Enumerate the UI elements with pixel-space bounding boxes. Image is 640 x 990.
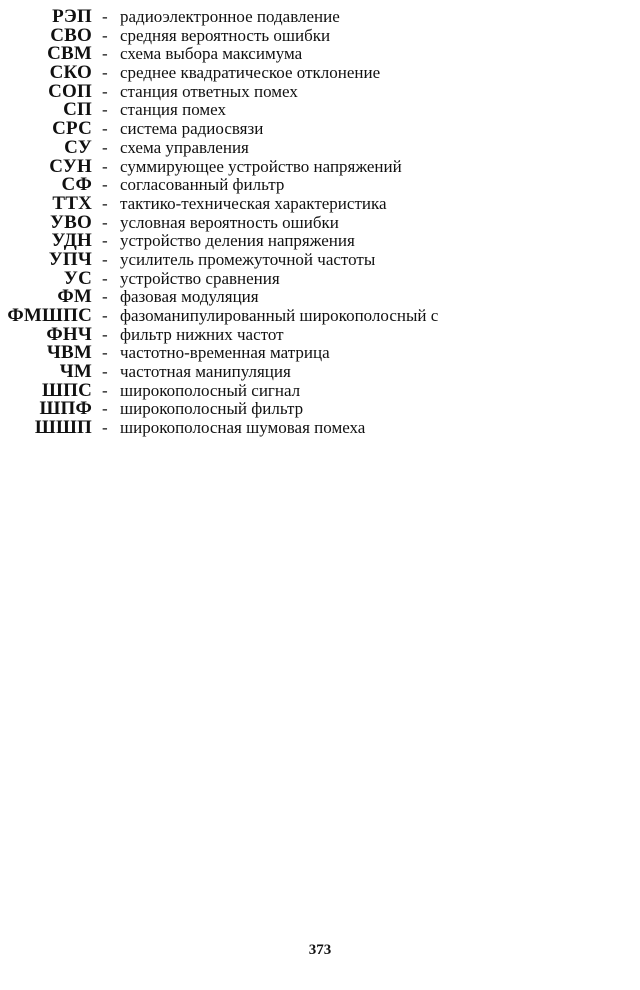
abbreviation-entry <box>0 419 500 438</box>
page-number: 373 <box>308 942 332 958</box>
entry-dash: - <box>102 399 108 419</box>
abbreviation-definition: система радиосвязи <box>120 119 264 139</box>
abbreviation-entry <box>0 248 500 270</box>
abbreviation-definition: фильтр нижних частот <box>120 324 284 344</box>
abbreviation-term: РЭП <box>52 8 92 27</box>
abbreviation-term: СП <box>63 99 92 121</box>
entry-dash: - <box>102 268 108 288</box>
abbreviation-definition: тактико-техническая характеристика <box>120 193 387 213</box>
entry-dash: - <box>102 175 108 195</box>
abbreviation-term: СКО <box>49 62 92 84</box>
entry-dash: - <box>102 324 108 344</box>
abbreviation-term: УВО <box>50 211 92 233</box>
abbreviation-term: ФНЧ <box>46 323 92 345</box>
abbreviation-definition: усилитель промежуточной частоты <box>120 249 376 269</box>
abbreviation-definition: станция помех <box>120 100 226 120</box>
abbreviation-definition: согласованный фильтр <box>120 175 285 195</box>
abbreviation-definition: частотная манипуляция <box>120 362 291 382</box>
abbreviation-definition: фазоманипулированный широкополосный с <box>120 306 439 325</box>
abbreviation-entry <box>0 307 500 326</box>
entry-dash: - <box>102 231 108 251</box>
entry-dash: - <box>102 287 108 307</box>
abbreviation-term: ШПС <box>42 379 92 401</box>
abbreviation-term: СРС <box>52 118 92 140</box>
abbreviation-list <box>0 8 500 438</box>
abbreviation-term: УПЧ <box>48 248 92 270</box>
abbreviation-definition: схема управления <box>120 137 249 157</box>
entry-dash: - <box>102 418 108 438</box>
entry-dash: - <box>102 193 108 213</box>
abbreviation-definition: средняя вероятность ошибки <box>120 25 331 45</box>
entry-dash: - <box>102 380 108 400</box>
abbreviation-definition: суммирующее устройство напряжений <box>120 156 402 176</box>
abbreviation-entry <box>0 363 500 382</box>
abbreviation-definition: среднее квадратическое отклонение <box>120 63 381 83</box>
abbreviation-definition: широкополосный фильтр <box>120 399 304 419</box>
abbreviation-definition: частотно-временная матрица <box>120 343 330 363</box>
entry-dash: - <box>102 156 108 176</box>
abbreviation-term: ШШП <box>34 417 92 438</box>
abbreviation-term: СВМ <box>47 43 92 65</box>
abbreviation-entry <box>0 136 500 158</box>
abbreviation-term: ФМ <box>57 286 92 308</box>
abbreviation-term: ЧВМ <box>46 342 92 364</box>
abbreviation-definition: фазовая модуляция <box>120 287 259 307</box>
abbreviation-definition: широкополосный сигнал <box>120 380 301 400</box>
abbreviation-entry <box>0 120 500 139</box>
entry-dash: - <box>102 362 108 382</box>
entry-dash: - <box>102 137 108 157</box>
abbreviation-term: ШПФ <box>39 398 92 420</box>
abbreviation-term: УДН <box>51 230 92 252</box>
entry-dash: - <box>102 63 108 83</box>
abbreviation-term: ФМШПС <box>7 305 92 326</box>
abbreviation-term: УС <box>63 267 92 289</box>
entry-dash: - <box>102 81 108 101</box>
abbreviation-term: СУ <box>64 136 92 158</box>
abbreviation-definition: условная вероятность ошибки <box>120 212 339 232</box>
abbreviation-definition: широкополосная шумовая помеха <box>120 418 366 438</box>
entry-dash: - <box>102 8 108 26</box>
entry-dash: - <box>102 100 108 120</box>
entry-dash: - <box>102 212 108 232</box>
abbreviation-definition: схема выбора максимума <box>120 44 303 64</box>
abbreviation-definition: радиоэлектронное подавление <box>120 8 340 26</box>
abbreviation-term: СУН <box>49 155 92 177</box>
abbreviation-term: ТТХ <box>52 192 92 214</box>
abbreviation-definition: устройство сравнения <box>120 268 280 288</box>
abbreviation-term: ЧМ <box>59 361 92 383</box>
entry-dash: - <box>102 25 108 45</box>
abbreviation-entry <box>0 192 500 214</box>
abbreviation-term: СВО <box>50 24 92 46</box>
entry-dash: - <box>102 44 108 64</box>
abbreviation-entry <box>0 64 500 83</box>
abbreviation-definition: устройство деления напряжения <box>120 231 355 251</box>
abbreviation-definition: станция ответных помех <box>120 81 298 101</box>
abbreviation-term: СОП <box>48 80 92 102</box>
entry-dash: - <box>102 249 108 269</box>
entry-dash: - <box>102 306 108 325</box>
entry-dash: - <box>102 119 108 139</box>
abbreviation-entry <box>0 8 500 27</box>
entry-dash: - <box>102 343 108 363</box>
abbreviation-term: СФ <box>61 174 92 196</box>
